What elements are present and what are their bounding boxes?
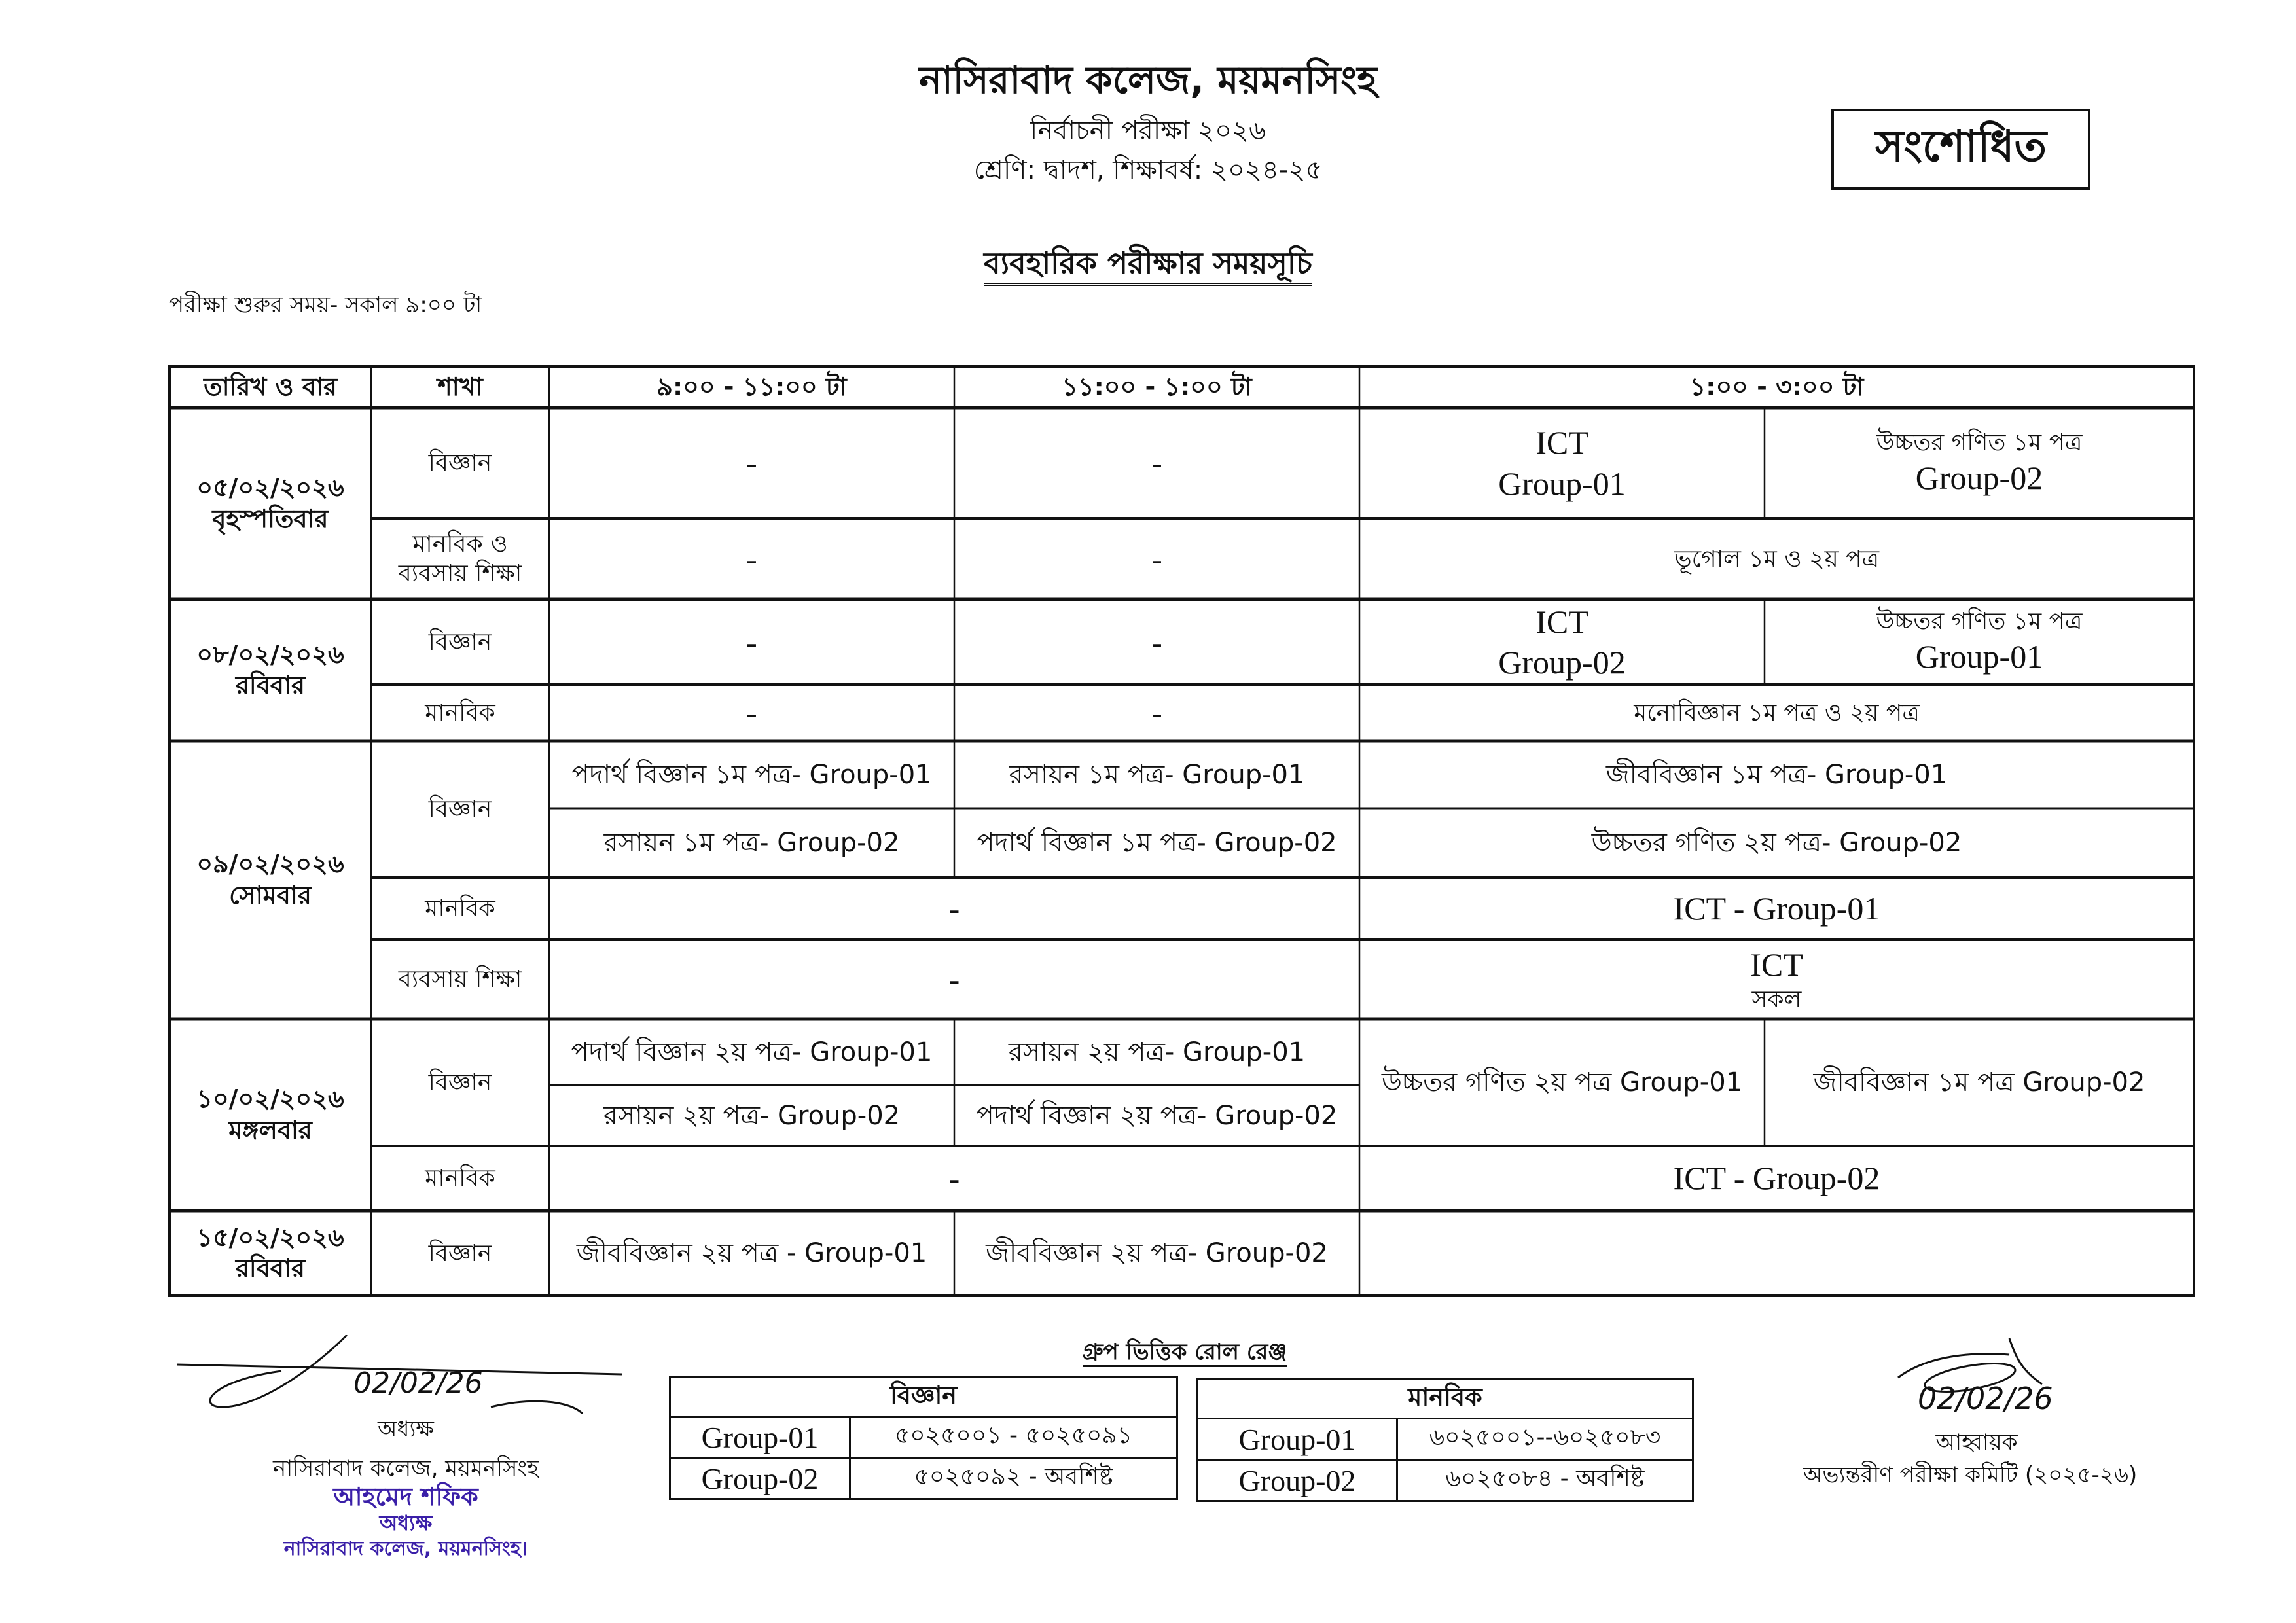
schedule-cell: উচ্চতর গণিত ২য় পত্র Group-01 [1381,1067,1743,1097]
convener-title: আহ্বায়ক [1935,1429,2018,1455]
roll-range: ৬০২৫০০১--৬০২৫০৮৩ [1396,1418,1694,1461]
weekday: মঙ্গলবার [228,1115,312,1145]
schedule-cell: - [746,623,757,660]
principal-title: অধ্যক্ষ [378,1416,434,1442]
schedule-cell: জীববিজ্ঞান ২য় পত্র- Group-02 [986,1238,1328,1268]
column-header-branch: শাখা [437,372,483,401]
group: Group-01 [1915,638,2043,675]
date: ১৫/০২/২০২৬ [196,1222,344,1252]
weekday: বৃহস্পতিবার [212,504,329,533]
schedule-cell: - [1151,540,1162,577]
date: ১০/০২/২০২৬ [196,1084,344,1113]
schedule-cell: ICT - Group-02 [1673,1160,1880,1197]
column-header-slot1: ৯:০০ - ১১:০০ টা [656,372,847,401]
subject: ICT [1750,946,1803,983]
schedule-cell: - [1151,623,1162,660]
schedule-cell: - [948,1160,960,1197]
schedule-cell [1359,940,2194,1019]
roll-group: Group-01 [1196,1418,1398,1461]
schedule-cell-empty [1359,1211,2194,1296]
schedule-cell: রসায়ন ২য় পত্র- Group-02 [603,1100,901,1131]
revised-badge-label: সংশোধিত [1874,121,2047,171]
roll-group: Group-02 [669,1457,851,1500]
roll-range: ৬০২৫০৮৪ - অবশিষ্ট [1396,1459,1694,1502]
weekday: সোমবার [229,880,312,910]
subject: ICT [1535,424,1588,461]
roll-science-header: বিজ্ঞান [669,1376,1178,1418]
date: ০৫/০২/২০২৬ [196,473,344,502]
branch-cell: ব্যবসায় শিক্ষা [398,966,522,993]
stamp-title: অধ্যক্ষ [379,1510,433,1535]
principal-institution: নাসিরাবাদ কলেজ, ময়মনসিংহ [273,1455,539,1482]
branch-cell: মানবিক [425,1165,495,1192]
column-header-date: তারিখ ও বার [204,372,337,401]
branch-cell: বিজ্ঞান [428,628,492,656]
schedule-cell: উচ্চতর গণিত ২য় পত্র- Group-02 [1591,828,1962,858]
roll-group: Group-01 [669,1416,851,1459]
schedule-cell: মনোবিজ্ঞান ১ম পত্র ও ২য় পত্র [1634,699,1920,726]
schedule-cell: পদার্থ বিজ্ঞান ১ম পত্র- Group-01 [571,759,932,790]
stamp-institution: নাসিরাবাদ কলেজ, ময়মনসিংহ। [283,1537,528,1560]
convener-committee: অভ্যন্তরীণ পরীক্ষা কমিটি (২০২৫-২৬) [1803,1462,2138,1488]
exam-name: নির্বাচনী পরীক্ষা ২০২৬ [1030,116,1266,146]
date: ০৯/০২/২০২৬ [196,849,344,878]
branch-cell: বিজ্ঞান [428,1069,492,1096]
college-name: নাসিরাবাদ কলেজ, ময়মনসিংহ [919,58,1377,102]
convener-handwritten-date: 02/02/26 [1918,1381,2053,1416]
schedule-title-text: ব্যবহারিক পরীক্ষার সময়সূচি [984,245,1312,286]
schedule-cell: - [948,890,960,927]
branch-cell [371,518,549,599]
schedule-cell [1765,599,2194,685]
schedule-cell: রসায়ন ১ম পত্র- Group-01 [1009,759,1305,790]
schedule-cell: রসায়ন ১ম পত্র- Group-02 [603,828,900,858]
schedule-cell: জীববিজ্ঞান ১ম পত্র Group-02 [1813,1067,2145,1097]
group: Group-02 [1498,644,1626,681]
schedule-cell: - [746,694,757,731]
weekday: রবিবার [236,671,305,700]
class-session: শ্রেণি: দ্বাদশ, শিক্ষাবর্ষ: ২০২৪-২৫ [973,155,1323,185]
branch-cell: বিজ্ঞান [428,1240,492,1267]
schedule-cell: ভূগোল ১ম ও ২য় পত্র [1674,545,1880,573]
roll-range: ৫০২৫০০১ - ৫০২৫০৯১ [849,1416,1178,1459]
schedule-cell: রসায়ন ২য় পত্র- Group-01 [1008,1037,1306,1067]
schedule-cell: পদার্থ বিজ্ঞান ২য় পত্র- Group-01 [571,1037,933,1067]
stamp-name: আহমেদ শফিক [333,1482,478,1511]
roll-range-title-text: গ্রুপ ভিত্তিক রোল রেঞ্জ [1083,1339,1287,1367]
schedule-cell: পদার্থ বিজ্ঞান ১ম পত্র- Group-02 [977,828,1337,858]
subject: ICT [1535,603,1588,640]
column-header-slot3: ১:০০ - ৩:০০ টা [1689,372,1864,401]
branch-cell: মানবিক [425,699,495,726]
roll-range: ৫০২৫০৯২ - অবশিষ্ট [849,1457,1178,1500]
date-cell [170,741,371,1019]
group: Group-02 [1915,459,2043,496]
date-cell [170,599,371,741]
date-cell [170,408,371,599]
schedule-cell: - [948,961,960,998]
principal-handwritten-date: 02/02/26 [353,1366,483,1400]
date-cell [170,1019,371,1211]
branch-line: মানবিক ও [412,531,508,558]
date: ০৮/০২/২০২৬ [196,639,344,669]
group: সকল [1751,986,1802,1014]
branch-cell: বিজ্ঞান [428,796,492,823]
schedule-cell: - [746,540,757,577]
schedule-cell [1359,408,1765,518]
group: Group-01 [1498,465,1626,502]
roll-humanities-header: মানবিক [1196,1378,1694,1419]
schedule-cell: ICT - Group-01 [1673,890,1880,927]
branch-cell: বিজ্ঞান [428,450,492,476]
branch-cell: মানবিক [425,895,495,922]
schedule-cell: - [746,444,757,482]
schedule-cell: - [1151,694,1162,731]
exam-start-time: পরীক্ষা শুরুর সময়- সকাল ৯:০০ টা [169,292,482,318]
schedule-cell [1359,599,1765,685]
schedule-cell [1765,408,2194,518]
weekday: রবিবার [236,1254,305,1283]
schedule-cell: - [1151,444,1162,482]
column-header-slot2: ১১:০০ - ১:০০ টা [1062,372,1252,401]
roll-range-title [668,1335,1702,1372]
subject: উচ্চতর গণিত ১ম পত্র [1876,429,2083,456]
subject: উচ্চতর গণিত ১ম পত্র [1876,608,2083,635]
roll-group: Group-02 [1196,1459,1398,1502]
branch-line: ব্যবসায় শিক্ষা [398,560,522,587]
schedule-cell: জীববিজ্ঞান ১ম পত্র- Group-01 [1605,759,1948,790]
schedule-cell: পদার্থ বিজ্ঞান ২য় পত্র- Group-02 [976,1100,1338,1131]
date-cell [170,1211,371,1296]
schedule-cell: জীববিজ্ঞান ২য় পত্র - Group-01 [576,1238,927,1268]
